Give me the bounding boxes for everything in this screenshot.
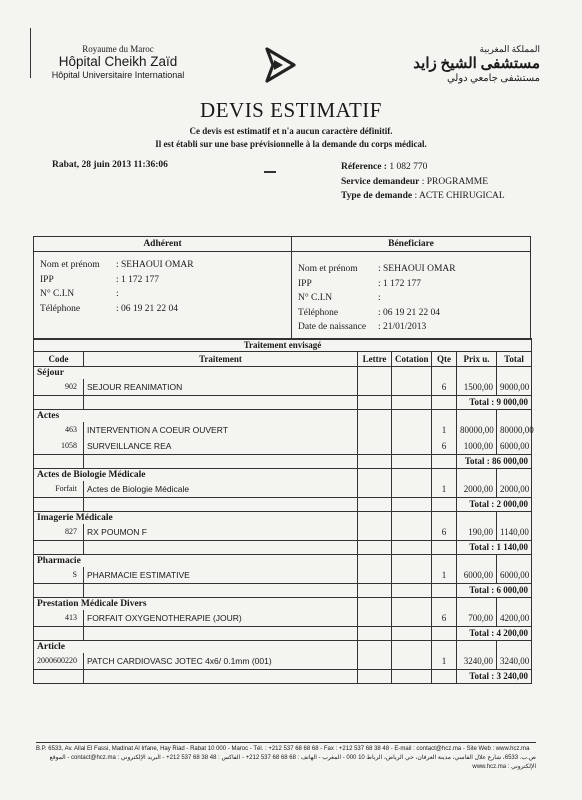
empty-cell — [34, 455, 84, 469]
empty-cell — [457, 598, 497, 611]
document-title: DEVIS ESTIMATIF — [200, 98, 382, 122]
adh-cin-label: N° C.I.N — [40, 289, 75, 299]
item-code: 413 — [65, 613, 77, 622]
empty-cell — [457, 367, 497, 380]
date-line: Rabat, 28 juin 2013 11:36:06 — [52, 160, 168, 170]
empty-cell — [358, 512, 392, 525]
item-total: 80000,00 — [497, 422, 532, 438]
empty-cell — [358, 670, 392, 684]
empty-cell — [358, 555, 392, 568]
reference-value: 1 082 770 — [389, 162, 428, 172]
item-cotation — [392, 422, 432, 438]
empty-cell — [497, 555, 532, 568]
header-arabic — [380, 44, 540, 84]
empty-cell — [392, 641, 432, 654]
item-cotation — [392, 481, 432, 498]
empty-cell — [392, 670, 432, 684]
item-cotation — [392, 438, 432, 455]
item-total: 9000,00 — [497, 379, 532, 396]
empty-cell — [358, 410, 392, 423]
category-total: Total : 86 000,00 — [457, 455, 532, 469]
empty-cell — [392, 498, 432, 512]
item-total: 3240,00 — [497, 653, 532, 670]
empty-cell — [392, 541, 432, 555]
beneficiaire-header: Béneficiare — [292, 237, 531, 252]
ben-cin-value: : — [378, 293, 381, 303]
empty-cell — [457, 512, 497, 525]
category-row — [34, 512, 532, 525]
empty-cell — [358, 598, 392, 611]
item-code: Forfait — [55, 484, 77, 493]
item-lettre — [358, 567, 392, 584]
category-name: Pharmacie — [34, 555, 358, 568]
item-prix: 190,00 — [457, 524, 497, 541]
empty-cell — [84, 670, 358, 684]
category-name: Actes de Biologie Médicale — [34, 469, 358, 482]
ben-nom-value: : SEHAOUI OMAR — [378, 264, 456, 274]
category-row — [34, 641, 532, 654]
empty-cell — [358, 396, 392, 410]
adherent-header: Adhérent — [34, 237, 292, 252]
empty-cell — [457, 410, 497, 423]
item-code: 1058 — [61, 441, 77, 450]
item-lettre — [358, 379, 392, 396]
adh-tel-value: : 06 19 21 22 04 — [116, 303, 179, 314]
empty-cell — [358, 584, 392, 598]
empty-cell — [34, 584, 84, 598]
empty-cell — [34, 670, 84, 684]
empty-cell — [358, 541, 392, 555]
item-qte: 1 — [432, 422, 457, 438]
item-qte: 1 — [432, 653, 457, 670]
empty-cell — [392, 469, 432, 482]
empty-cell — [432, 555, 457, 568]
category-name: Actes — [34, 410, 358, 423]
col-code: Code — [34, 352, 84, 367]
table-row — [34, 481, 532, 498]
hospital-logo-icon — [263, 46, 297, 84]
type-value: : ACTE CHIRUGICAL — [414, 191, 505, 201]
category-total-row — [34, 627, 532, 641]
empty-cell — [84, 541, 358, 555]
footer — [36, 742, 536, 772]
empty-cell — [392, 455, 432, 469]
empty-cell — [84, 455, 358, 469]
category-name: Imagerie Médicale — [34, 512, 358, 525]
ben-dob-label: Date de naissance — [298, 322, 367, 332]
empty-cell — [497, 367, 532, 380]
item-lettre — [358, 524, 392, 541]
table-row — [34, 653, 532, 670]
empty-cell — [432, 469, 457, 482]
adh-cin-value: : — [116, 289, 119, 299]
empty-cell — [432, 670, 457, 684]
category-total: Total : 4 200,00 — [457, 627, 532, 641]
empty-cell — [392, 512, 432, 525]
empty-cell — [34, 627, 84, 641]
ben-nom-label: Nom et prénom — [298, 264, 358, 274]
col-traitement: Traitement — [84, 352, 358, 367]
item-lettre — [358, 422, 392, 438]
col-lettre: Lettre — [358, 352, 392, 367]
item-label: INTERVENTION A COEUR OUVERT — [84, 422, 358, 438]
category-row — [34, 367, 532, 380]
item-prix: 80000,00 — [457, 422, 497, 438]
item-lettre — [358, 653, 392, 670]
table-row — [34, 524, 532, 541]
treatment-table — [33, 338, 532, 684]
table-row — [34, 379, 532, 396]
kingdom-fr: Royaume du Maroc — [82, 44, 154, 54]
category-total-row — [34, 670, 532, 684]
adh-ipp-value: : 1 172 177 — [116, 274, 160, 285]
empty-cell — [34, 541, 84, 555]
item-code: 2000600220 — [37, 656, 77, 665]
item-prix: 700,00 — [457, 610, 497, 627]
empty-cell — [497, 598, 532, 611]
item-label: SURVEILLANCE REA — [84, 438, 358, 455]
treatment-caption: Traitement envisagé — [34, 339, 532, 352]
empty-cell — [432, 367, 457, 380]
parties-table — [33, 236, 531, 340]
item-label: PHARMACIE ESTIMATIVE — [84, 567, 358, 584]
empty-cell — [358, 498, 392, 512]
empty-cell — [457, 641, 497, 654]
item-prix: 1000,00 — [457, 438, 497, 455]
empty-cell — [432, 641, 457, 654]
item-cotation — [392, 524, 432, 541]
category-total-row — [34, 584, 532, 598]
service-value: : PROGRAMME — [421, 176, 488, 187]
reference-block — [341, 160, 505, 204]
category-total: Total : 6 000,00 — [457, 584, 532, 598]
hospital-name-ar: مستشفى الشيخ زايد — [413, 56, 540, 72]
item-total: 6000,00 — [497, 438, 532, 455]
category-total-row — [34, 396, 532, 410]
item-label: FORFAIT OXYGENOTHERAPIE (JOUR) — [84, 610, 358, 627]
item-total: 6000,00 — [497, 567, 532, 584]
item-total: 4200,00 — [497, 610, 532, 627]
empty-cell — [84, 498, 358, 512]
item-lettre — [358, 438, 392, 455]
col-cotation: Cotation — [392, 352, 432, 367]
header-divider — [30, 28, 31, 78]
item-qte: 6 — [432, 438, 457, 455]
empty-cell — [392, 598, 432, 611]
disclaimer — [0, 125, 582, 151]
empty-cell — [84, 396, 358, 410]
table-row — [34, 610, 532, 627]
empty-cell — [432, 410, 457, 423]
item-code: 463 — [65, 425, 77, 434]
empty-cell — [497, 641, 532, 654]
empty-cell — [358, 367, 392, 380]
empty-cell — [432, 541, 457, 555]
category-total-row — [34, 541, 532, 555]
item-total: 2000,00 — [497, 481, 532, 498]
service-label: Service demandeur — [341, 176, 420, 187]
table-row — [34, 422, 532, 438]
item-qte: 6 — [432, 379, 457, 396]
empty-cell — [392, 627, 432, 641]
empty-cell — [432, 584, 457, 598]
adh-tel-label: Téléphone — [40, 303, 81, 314]
category-total-row — [34, 498, 532, 512]
category-row — [34, 555, 532, 568]
empty-cell — [457, 555, 497, 568]
item-cotation — [392, 567, 432, 584]
ben-tel-label: Téléphone — [298, 307, 339, 318]
item-qte: 6 — [432, 524, 457, 541]
hospital-subtitle-ar: مستشفى جامعي دولي — [446, 73, 540, 84]
item-lettre — [358, 610, 392, 627]
adh-ipp-label: IPP — [40, 274, 54, 285]
empty-cell — [497, 469, 532, 482]
category-total-row — [34, 455, 532, 469]
ben-ipp-label: IPP — [298, 278, 312, 289]
category-row — [34, 598, 532, 611]
item-qte: 1 — [432, 481, 457, 498]
empty-cell — [34, 396, 84, 410]
empty-cell — [432, 455, 457, 469]
empty-cell — [392, 367, 432, 380]
item-label: PATCH CARDIOVASC JOTEC 4x6/ 0.1mm (001) — [84, 653, 358, 670]
item-prix: 2000,00 — [457, 481, 497, 498]
empty-cell — [358, 627, 392, 641]
empty-cell — [358, 455, 392, 469]
ben-cin-label: N° C.I.N — [298, 293, 333, 303]
category-name: Article — [34, 641, 358, 654]
col-qte: Qte — [432, 352, 457, 367]
empty-cell — [432, 396, 457, 410]
disclaimer-line: Il est établi sur une base prévisionnelle à la demande du corps médical. — [155, 139, 427, 149]
reference-label: Réference : — [341, 162, 387, 172]
item-cotation — [392, 610, 432, 627]
ben-dob-value: : 21/01/2013 — [378, 322, 427, 332]
category-total: Total : 3 240,00 — [457, 670, 532, 684]
empty-cell — [358, 641, 392, 654]
empty-cell — [392, 410, 432, 423]
item-prix: 1500,00 — [457, 379, 497, 396]
empty-cell — [84, 627, 358, 641]
item-label: Actes de Biologie Médicale — [84, 481, 358, 498]
item-code: 827 — [65, 527, 77, 536]
category-total: Total : 9 000,00 — [457, 396, 532, 410]
col-prix: Prix u. — [457, 352, 497, 367]
adh-nom-value: : SEHAOUI OMAR — [116, 260, 194, 270]
category-name: Prestation Médicale Divers — [34, 598, 358, 611]
category-name: Séjour — [34, 367, 358, 380]
item-cotation — [392, 379, 432, 396]
empty-cell — [497, 410, 532, 423]
ben-ipp-value: : 1 172 177 — [378, 278, 422, 289]
category-total: Total : 2 000,00 — [457, 498, 532, 512]
empty-cell — [432, 498, 457, 512]
empty-cell — [34, 498, 84, 512]
item-prix: 3240,00 — [457, 653, 497, 670]
empty-cell — [84, 584, 358, 598]
empty-cell — [392, 584, 432, 598]
table-row — [34, 438, 532, 455]
empty-cell — [497, 512, 532, 525]
disclaimer-line: Ce devis est estimatif et n'a aucun caractère définitif. — [189, 126, 393, 136]
empty-cell — [432, 627, 457, 641]
dash-mark — [264, 171, 276, 173]
hospital-subtitle-fr: Hôpital Universitaire International — [51, 70, 185, 80]
empty-cell — [392, 555, 432, 568]
item-qte: 1 — [432, 567, 457, 584]
item-prix: 6000,00 — [457, 567, 497, 584]
item-label: SEJOUR REANIMATION — [84, 379, 358, 396]
empty-cell — [432, 598, 457, 611]
ben-tel-value: : 06 19 21 22 04 — [378, 307, 441, 318]
hospital-name-fr: Hôpital Cheikh Zaïd — [58, 54, 178, 69]
item-lettre — [358, 481, 392, 498]
footer-address-fr: B.P. 6533, Av. Allal El Fassi, Madinat Al Irfane, Hay Riad - Rabat 10 000 - Maroc - Tél. : +212 537 68 68 68 - Fax : +212 537 68 38 48 - E-mail : contact@hcz.ma - Site Web : www.hcz.ma — [36, 746, 530, 752]
footer-address-ar: ص.ب. 6533، شارع علال الفاسي، مدينة العرفان، حي الرياض، الرباط 10 000 - المغرب - الهاتف : 68 68 68 537 212+ - الفاكس : 48 38 68 537 212+ - البريد الإلكتروني : contact@hcz.ma - الموقع الإلكتروني : www.hcz.ma — [49, 755, 536, 770]
item-total: 1140,00 — [497, 524, 532, 541]
category-row — [34, 469, 532, 482]
empty-cell — [457, 469, 497, 482]
item-qte: 6 — [432, 610, 457, 627]
empty-cell — [392, 396, 432, 410]
category-total: Total : 1 140,00 — [457, 541, 532, 555]
header-french — [38, 44, 198, 80]
empty-cell — [358, 469, 392, 482]
empty-cell — [432, 512, 457, 525]
adh-nom-label: Nom et prénom — [40, 260, 100, 270]
type-label: Type de demande — [341, 191, 413, 201]
table-row — [34, 567, 532, 584]
category-row — [34, 410, 532, 423]
item-code: 902 — [65, 382, 77, 391]
item-code: S — [72, 570, 77, 579]
kingdom-ar: المملكة المغربية — [479, 44, 540, 54]
item-label: RX POUMON F — [84, 524, 358, 541]
col-total: Total — [497, 352, 532, 367]
item-cotation — [392, 653, 432, 670]
